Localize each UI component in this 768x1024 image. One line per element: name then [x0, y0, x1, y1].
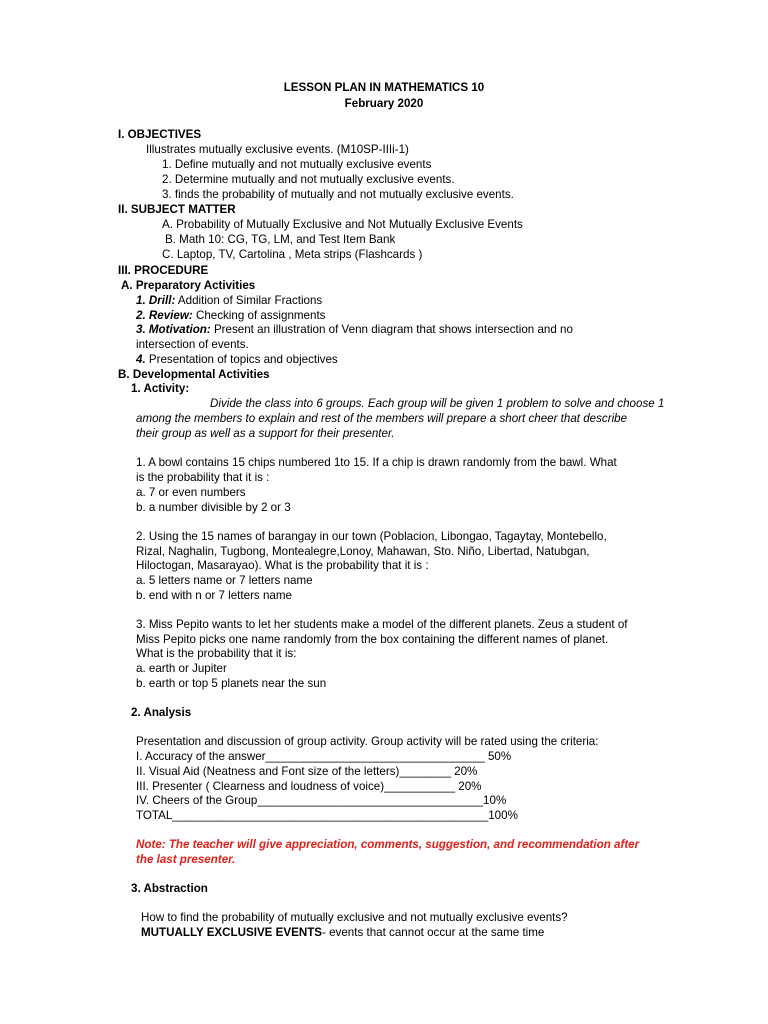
problem-2-line: Hiloctogan, Masarayao). What is the probability that it is : — [136, 559, 429, 572]
criteria-line: III. Presenter ( Clearness and loudness of voice)___________ 20% — [136, 780, 482, 793]
problem-3-line: 3. Miss Pepito wants to let her students make a model of the different planets. Zeus a student of — [136, 618, 628, 631]
definition-term: MUTUALLY EXCLUSIVE EVENTS — [141, 926, 323, 939]
criteria-line: II. Visual Aid (Neatness and Font size of the letters)________ 20% — [136, 765, 478, 778]
criteria-total-line: TOTAL_________________________________________________100% — [136, 809, 518, 822]
problem-2-line: 2. Using the 15 names of barangay in our town (Poblacion, Libongao, Tagaytay, Montebello, — [136, 530, 607, 543]
preparatory-heading: A. Preparatory Activities — [121, 279, 256, 292]
problem-2-line: b. end with n or 7 letters name — [136, 589, 292, 602]
review-label: 2. Review: — [136, 309, 193, 322]
procedure-heading: III. PROCEDURE — [118, 264, 209, 277]
definition-line — [141, 925, 544, 940]
motivation-line — [136, 322, 573, 337]
problem-3-line: b. earth or top 5 planets near the sun — [136, 677, 327, 690]
document-title: LESSON PLAN IN MATHEMATICS 10 — [283, 81, 485, 94]
analysis-intro: Presentation and discussion of group activity. Group activity will be rated using the criteria: — [136, 735, 599, 748]
problem-2-line: Rizal, Naghalin, Tugbong, Montealegre,Lonoy, Mahawan, Sto. Niño, Libertad, Natubgan, — [136, 545, 590, 558]
definition-text: - events that cannot occur at the same time — [322, 926, 545, 939]
objectives-intro: Illustrates mutually exclusive events. (M10SP-IIIi-1) — [146, 143, 409, 156]
problem-1-line: b. a number divisible by 2 or 3 — [136, 501, 291, 514]
problem-3-line: a. earth or Jupiter — [136, 662, 227, 675]
activity-heading: 1. Activity: — [131, 382, 190, 395]
review-text: Checking of assignments — [192, 309, 326, 322]
problem-3-line: Miss Pepito picks one name randomly from the box containing the different names of planet. — [136, 633, 609, 646]
problem-3-line: What is the probability that it is: — [136, 647, 297, 660]
subject-matter-item: B. Math 10: CG, TG, LM, and Test Item Bank — [165, 233, 396, 246]
problem-1-line: 1. A bowl contains 15 chips numbered 1to 15. If a chip is drawn randomly from the bawl. What — [136, 456, 617, 469]
presentation-number: 4. — [136, 353, 146, 366]
objective-item: 3. finds the probability of mutually and not mutually exclusive events. — [162, 188, 514, 201]
activity-instruction: among the members to explain and rest of the members will prepare a short cheer that describe — [136, 412, 628, 425]
motivation-continued: intersection of events. — [136, 338, 249, 351]
problem-2-line: a. 5 letters name or 7 letters name — [136, 574, 313, 587]
motivation-text: Present an illustration of Venn diagram that shows intersection and no — [210, 323, 573, 336]
presentation-line — [136, 352, 338, 367]
teacher-note: the last presenter. — [136, 853, 236, 866]
problem-1-line: is the probability that it is : — [136, 471, 270, 484]
developmental-heading: B. Developmental Activities — [118, 368, 270, 381]
subject-matter-heading: II. SUBJECT MATTER — [118, 203, 236, 216]
objectives-heading: I. OBJECTIVES — [118, 128, 202, 141]
objective-item: 1. Define mutually and not mutually exclusive events — [162, 158, 432, 171]
problem-1-line: a. 7 or even numbers — [136, 486, 246, 499]
abstraction-heading: 3. Abstraction — [131, 882, 208, 895]
subject-matter-item: C. Laptop, TV, Cartolina , Meta strips (Flashcards ) — [162, 248, 423, 261]
document-date: February 2020 — [344, 97, 424, 110]
review-line — [136, 308, 325, 323]
motivation-label: 3. Motivation: — [136, 323, 211, 336]
objective-item: 2. Determine mutually and not mutually exclusive events. — [162, 173, 455, 186]
analysis-heading: 2. Analysis — [131, 706, 192, 719]
subject-matter-item: A. Probability of Mutually Exclusive and Not Mutually Exclusive Events — [162, 218, 523, 231]
drill-label: 1. Drill: — [136, 294, 176, 307]
activity-instruction: their group as well as a support for their presenter. — [136, 427, 395, 440]
drill-text: Addition of Similar Fractions — [175, 294, 323, 307]
abstraction-question: How to find the probability of mutually exclusive and not mutually exclusive events? — [141, 911, 568, 924]
teacher-note: Note: The teacher will give appreciation, comments, suggestion, and recommendation after — [136, 838, 640, 851]
drill-line — [136, 293, 322, 308]
presentation-text: Presentation of topics and objectives — [145, 353, 338, 366]
criteria-line: I. Accuracy of the answer__________________________________ 50% — [136, 750, 512, 763]
activity-instruction: Divide the class into 6 groups. Each group will be given 1 problem to solve and choose 1 — [210, 397, 665, 410]
criteria-line: IV. Cheers of the Group___________________________________10% — [136, 794, 507, 807]
